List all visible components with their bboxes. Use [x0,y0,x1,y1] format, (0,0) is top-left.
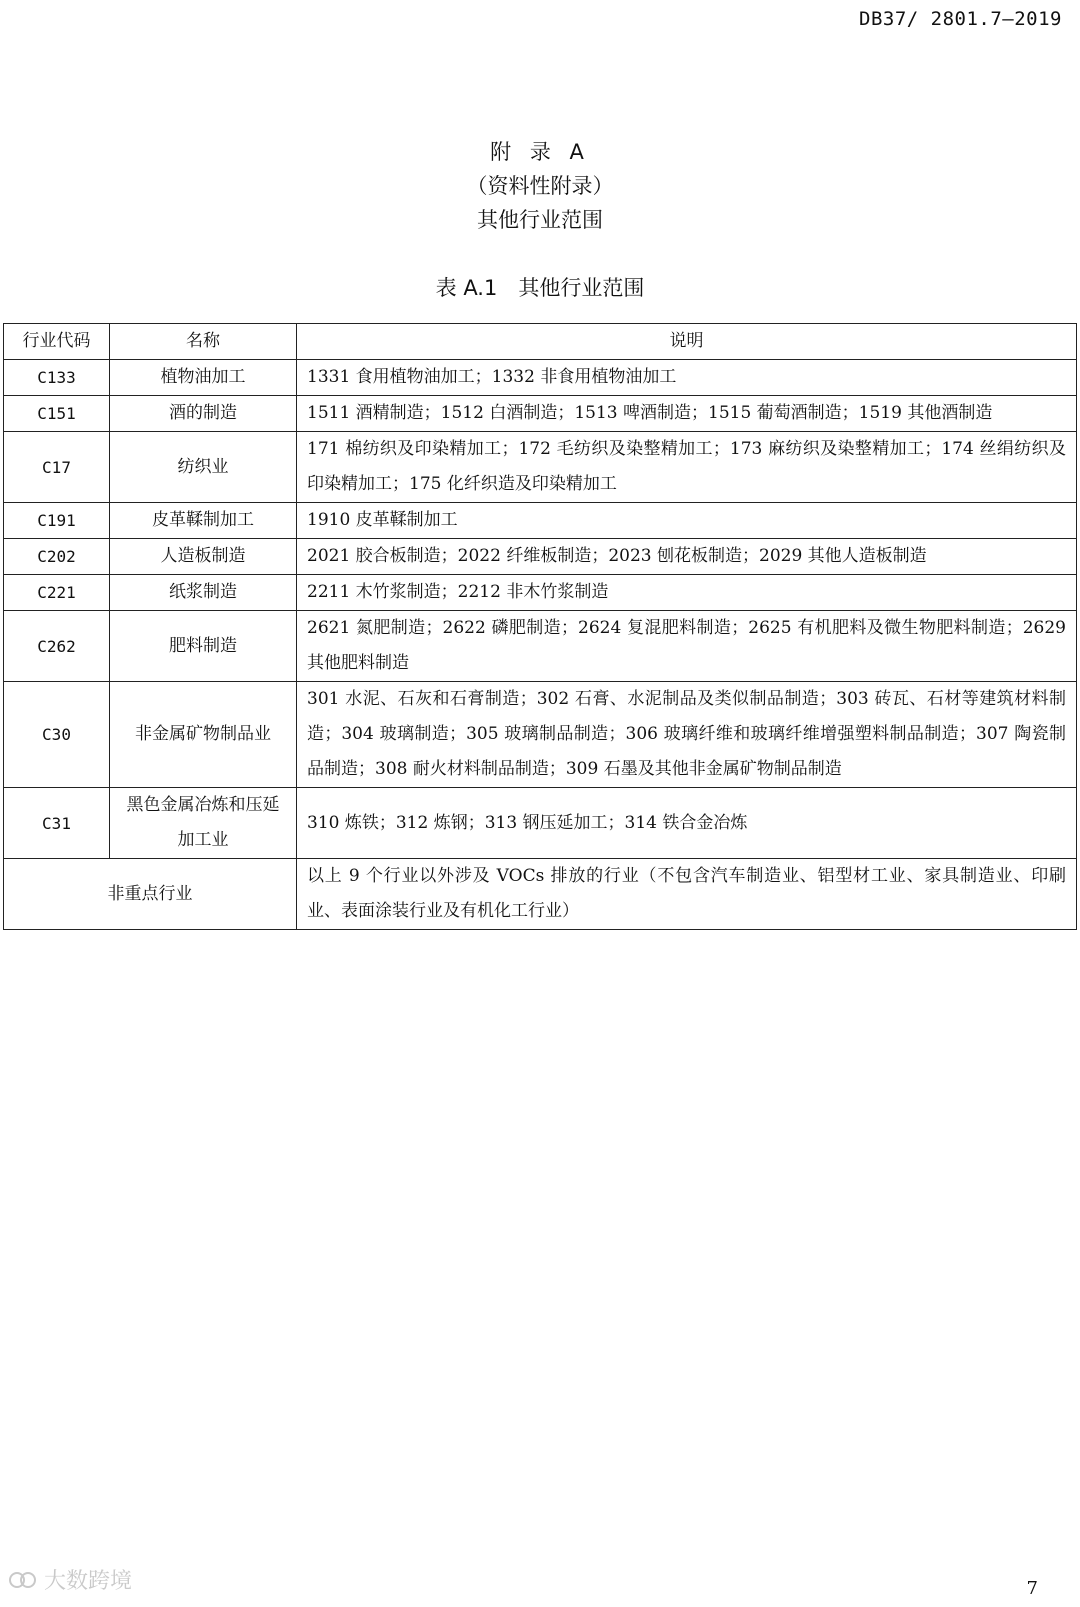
industry-name: 皮革鞣制加工 [110,503,297,539]
document-id: DB37/ 2801.7—2019 [859,8,1062,30]
header-desc: 说明 [297,324,1077,360]
industry-code: C31 [4,788,110,859]
industry-desc: 310 炼铁；312 炼钢；313 钢压延加工；314 铁合金冶炼 [297,788,1077,859]
table-row [4,575,1077,611]
table-row [4,539,1077,575]
table-row [4,360,1077,396]
industry-code: C30 [4,682,110,788]
header-name: 名称 [110,324,297,360]
industry-desc: 171 棉纺织及印染精加工；172 毛纺织及染整精加工；173 麻纺织及染整精加工；174 丝绢纺织及印染精加工；175 化纤织造及印染精加工 [297,432,1077,503]
industry-code: C191 [4,503,110,539]
industry-desc: 301 水泥、石灰和石膏制造；302 石膏、水泥制品及类似制品制造；303 砖瓦、石材等建筑材料制造；304 玻璃制造；305 玻璃制品制造；306 玻璃纤维和玻璃纤维增强塑料制品制造；307 陶瓷制品制造；308 耐火材料制品制造；309 石墨及其他非金属矿物制品制造 [297,682,1077,788]
table-row-non-key [4,859,1077,930]
page-number: 7 [1026,1578,1038,1599]
non-key-industry-name: 非重点行业 [4,859,297,930]
industry-code: C17 [4,432,110,503]
watermark-logo-icon [8,1568,38,1592]
appendix-heading [0,135,1080,237]
industry-desc: 1331 食用植物油加工；1332 非食用植物油加工 [297,360,1077,396]
table-row [4,682,1077,788]
industry-code: C202 [4,539,110,575]
industry-desc: 1910 皮革鞣制加工 [297,503,1077,539]
non-key-industry-desc: 以上 9 个行业以外涉及 VOCs 排放的行业（不包含汽车制造业、铝型材工业、家具制造业、印刷业、表面涂装行业及有机化工行业） [297,859,1077,930]
table-row [4,611,1077,682]
appendix-title: 其他行业范围 [477,208,603,232]
industry-name: 黑色金属冶炼和压延加工业 [110,788,297,859]
industry-desc: 2621 氮肥制造；2622 磷肥制造；2624 复混肥料制造；2625 有机肥料及微生物肥料制造；2629 其他肥料制造 [297,611,1077,682]
table-row [4,432,1077,503]
appendix-nature: （资料性附录） [466,174,614,198]
industry-name: 人造板制造 [110,539,297,575]
industry-name: 植物油加工 [110,360,297,396]
appendix-label: 附 录 A [490,140,590,164]
industry-code: C262 [4,611,110,682]
header-code: 行业代码 [4,324,110,360]
table-row [4,396,1077,432]
industry-name: 纸浆制造 [110,575,297,611]
table-caption: 表 A.1 其他行业范围 [435,276,645,300]
industry-name: 酒的制造 [110,396,297,432]
table-row [4,788,1077,859]
table-row [4,503,1077,539]
industry-code: C133 [4,360,110,396]
industry-desc: 2021 胶合板制造；2022 纤维板制造；2023 刨花板制造；2029 其他人造板制造 [297,539,1077,575]
table-header-row [4,324,1077,360]
industry-desc: 1511 酒精制造；1512 白酒制造；1513 啤酒制造；1515 葡萄酒制造；1519 其他酒制造 [297,396,1077,432]
industry-code: C221 [4,575,110,611]
industry-code: C151 [4,396,110,432]
industry-name: 肥料制造 [110,611,297,682]
watermark [8,1564,132,1595]
industry-name: 非金属矿物制品业 [110,682,297,788]
industry-scope-table [3,323,1077,930]
industry-desc: 2211 木竹浆制造；2212 非木竹浆制造 [297,575,1077,611]
watermark-text: 大数跨境 [44,1569,133,1594]
industry-name: 纺织业 [110,432,297,503]
